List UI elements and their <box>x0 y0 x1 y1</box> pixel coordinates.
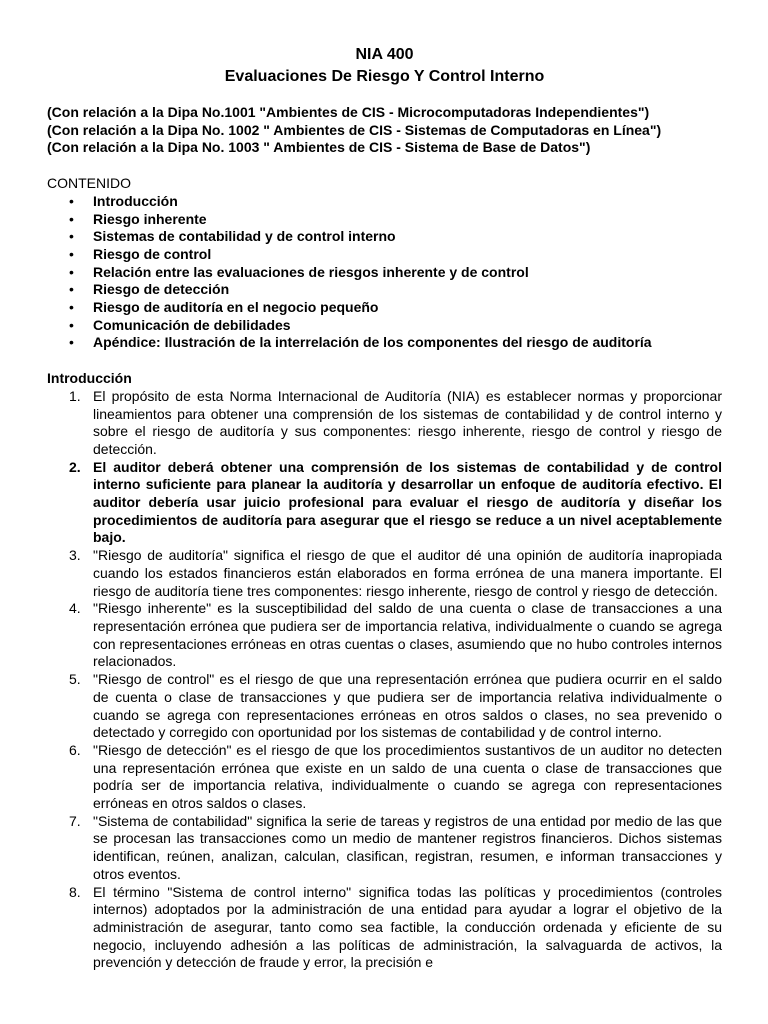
bullet-icon: • <box>69 192 74 209</box>
contents-item: • Apéndice: Ilustración de la interrelación de los componentes del riesgo de auditoría <box>69 334 652 351</box>
bullet-icon: • <box>69 245 74 262</box>
references-block <box>47 104 722 157</box>
document-title: NIA 400 <box>355 46 414 63</box>
reference-line: (Con relación a la Dipa No. 1003 " Ambientes de CIS - Sistema de Base de Datos") <box>47 139 591 156</box>
contents-list <box>47 193 722 352</box>
contents-item: • Riesgo de auditoría en el negocio pequeño <box>69 299 379 316</box>
bullet-icon: • <box>69 210 74 227</box>
introduction-paragraphs <box>47 388 722 972</box>
contents-item: • Riesgo de control <box>69 245 212 262</box>
contents-item: • Introducción <box>69 192 178 209</box>
numbered-paragraph: 6. "Riesgo de detección" es el riesgo de que los procedimientos sustantivos de un auditor no detecten una representación errónea que existe en un saldo de una cuenta o clase de transacciones que podría ser de importancia relativa, individualmente o cuando se agrega con representaciones erróneas en otros saldos o clases. <box>69 741 722 812</box>
bullet-icon: • <box>69 263 74 280</box>
numbered-paragraph: 3. "Riesgo de auditoría" significa el riesgo de que el auditor dé una opinión de auditoría inapropiada cuando los estados financieros están elaborados en forma errónea de una manera importante. El riesgo de auditoría tiene tres componentes: riesgo inherente, riesgo de control y riesgo de detección. <box>69 547 722 599</box>
numbered-paragraph: 8. El término "Sistema de control interno" significa todas las políticas y procedimientos (controles internos) adoptados por la administración de una entidad para ayudar a lograr el objetivo de la administración de asegurar, tanto como sea factible, la conducción ordenada y eficiente de su negocio, incluyendo adhesión a las políticas de administración, la salvaguarda de activos, la prevención y detección de fraude y error, la precisión e <box>69 883 722 971</box>
numbered-paragraph: 7. "Sistema de contabilidad" significa la serie de tareas y registros de una entidad por medio de las que se procesan las transacciones como un medio de mantener registros financieros. Dichos sistemas identifican, reúnen, analizan, calculan, clasifican, registran, resumen, e informan transacciones y otros eventos. <box>69 812 722 882</box>
contents-item: • Comunicación de debilidades <box>69 316 291 333</box>
document-subtitle: Evaluaciones De Riesgo Y Control Interno <box>224 68 545 85</box>
contents-item: • Sistemas de contabilidad y de control interno <box>69 228 396 245</box>
document-page <box>47 44 722 972</box>
numbered-paragraph: 5. "Riesgo de control" es el riesgo de que una representación errónea que pudiera ocurrir en el saldo de cuenta o clase de transacciones y que pudiera ser de importancia relativa individualmente o cuando se agrega con representaciones erróneas en otros saldos o clases, no sea prevenido o detectado y corregido con oportunidad por los sistemas de contabilidad y de control interno. <box>69 671 722 741</box>
contents-item: • Riesgo de detección <box>69 281 230 298</box>
bullet-icon: • <box>69 299 74 316</box>
contents-heading: CONTENIDO <box>47 175 131 192</box>
numbered-paragraph: 1. El propósito de esta Norma Internacional de Auditoría (NIA) es establecer normas y proporcionar lineamientos para obtener una comprensión de los sistemas de contabilidad y de control interno y sobre el riesgo de auditoría y sus componentes: riesgo inherente, riesgo de control y riesgo de detección. <box>69 387 722 457</box>
numbered-paragraph: 4. "Riesgo inherente" es la susceptibilidad del saldo de una cuenta o clase de transacciones a una representación errónea que pudiera ser de importancia relativa, individualmente o cuando se agrega con representaciones erróneas en otras cuentas o clases, asumiendo que no hubo controles internos relacionados. <box>69 600 722 670</box>
bullet-icon: • <box>69 281 74 298</box>
bullet-icon: • <box>69 334 74 351</box>
introduction-heading: Introducción <box>47 370 132 387</box>
reference-line: (Con relación a la Dipa No.1001 "Ambientes de CIS - Microcomputadoras Independientes") <box>47 104 650 120</box>
contents-item: • Relación entre las evaluaciones de riesgos inherente y de control <box>69 263 529 280</box>
reference-line: (Con relación a la Dipa No. 1002 " Ambientes de CIS - Sistemas de Computadoras en Línea") <box>47 121 662 138</box>
bullet-icon: • <box>69 316 74 333</box>
numbered-paragraph: 2. El auditor deberá obtener una comprensión de los sistemas de contabilidad y de control interno suficiente para planear la auditoría y desarrollar un enfoque de auditoría efectivo. El auditor debería usar juicio profesional para evaluar el riesgo de auditoría y diseñar los procedimientos de auditoría para asegurar que el riesgo se reduce a un nivel aceptablemente bajo. <box>69 458 722 546</box>
contents-item: • Riesgo inherente <box>69 210 207 227</box>
bullet-icon: • <box>69 228 74 245</box>
